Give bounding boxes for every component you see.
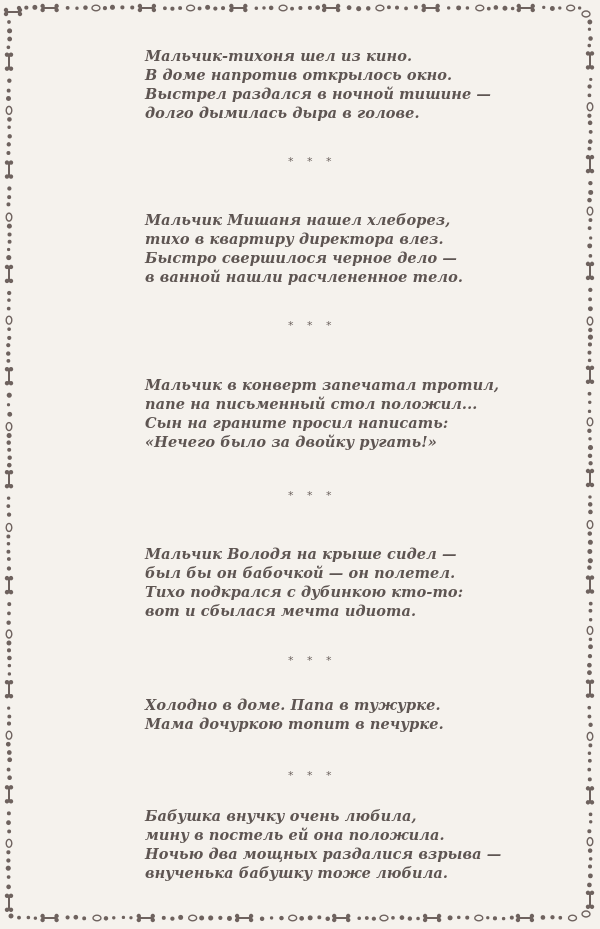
stanza-2 bbox=[145, 211, 463, 287]
stanza-5 bbox=[145, 696, 444, 734]
stanza-line: Мальчик Мишаня нашел хлеборез, bbox=[145, 212, 451, 229]
stanza-separator: * * * bbox=[288, 769, 337, 782]
stanza-line: Сын на граните просил написать: bbox=[145, 415, 449, 432]
stanza-1 bbox=[145, 47, 491, 123]
stanza-line: папе на письменный стол положил... bbox=[145, 396, 478, 413]
stanza-line: был бы он бабочкой — он полетел. bbox=[145, 565, 456, 582]
stanza-6 bbox=[145, 807, 501, 883]
stanza-separator: * * * bbox=[288, 654, 337, 667]
stanza-separator: * * * bbox=[288, 155, 337, 168]
stanza-separator: * * * bbox=[288, 489, 337, 502]
stanza-line: Мальчик Володя на крыше сидел — bbox=[145, 546, 457, 563]
stanza-line: Мальчик в конверт запечатал тротил, bbox=[145, 377, 500, 394]
stanza-line: Быстро свершилося черное дело — bbox=[145, 250, 457, 267]
stanza-line: долго дымилась дыра в голове. bbox=[145, 105, 420, 122]
stanza-line: Мальчик-тихоня шел из кино. bbox=[145, 48, 413, 65]
stanza-separator: * * * bbox=[288, 319, 337, 332]
stanza-3 bbox=[145, 376, 499, 452]
stanza-line: тихо в квартиру директора влез. bbox=[145, 231, 444, 248]
stanza-line: Тихо подкрался с дубинкою кто-то: bbox=[145, 584, 464, 601]
stanza-line: В доме напротив открылось окно. bbox=[145, 67, 453, 84]
stanza-line: «Нечего было за двойку ругать!» bbox=[145, 434, 437, 451]
stanza-line: Мама дочуркою топит в печурке. bbox=[145, 716, 444, 733]
stanza-line: мину в постель ей она положила. bbox=[145, 827, 445, 844]
stanza-line: Ночью два мощных раздалися взрыва — bbox=[145, 846, 502, 863]
stanza-line: внученька бабушку тоже любила. bbox=[145, 865, 449, 882]
stanza-line: Выстрел раздался в ночной тишине — bbox=[145, 86, 492, 103]
stanza-line: в ванной нашли расчлененное тело. bbox=[145, 269, 464, 286]
stanza-line: Бабушка внучку очень любила, bbox=[145, 808, 417, 825]
stanza-line: вот и сбылася мечта идиота. bbox=[145, 603, 417, 620]
stanza-line: Холодно в доме. Папа в тужурке. bbox=[145, 697, 441, 714]
stanza-4 bbox=[145, 545, 463, 621]
